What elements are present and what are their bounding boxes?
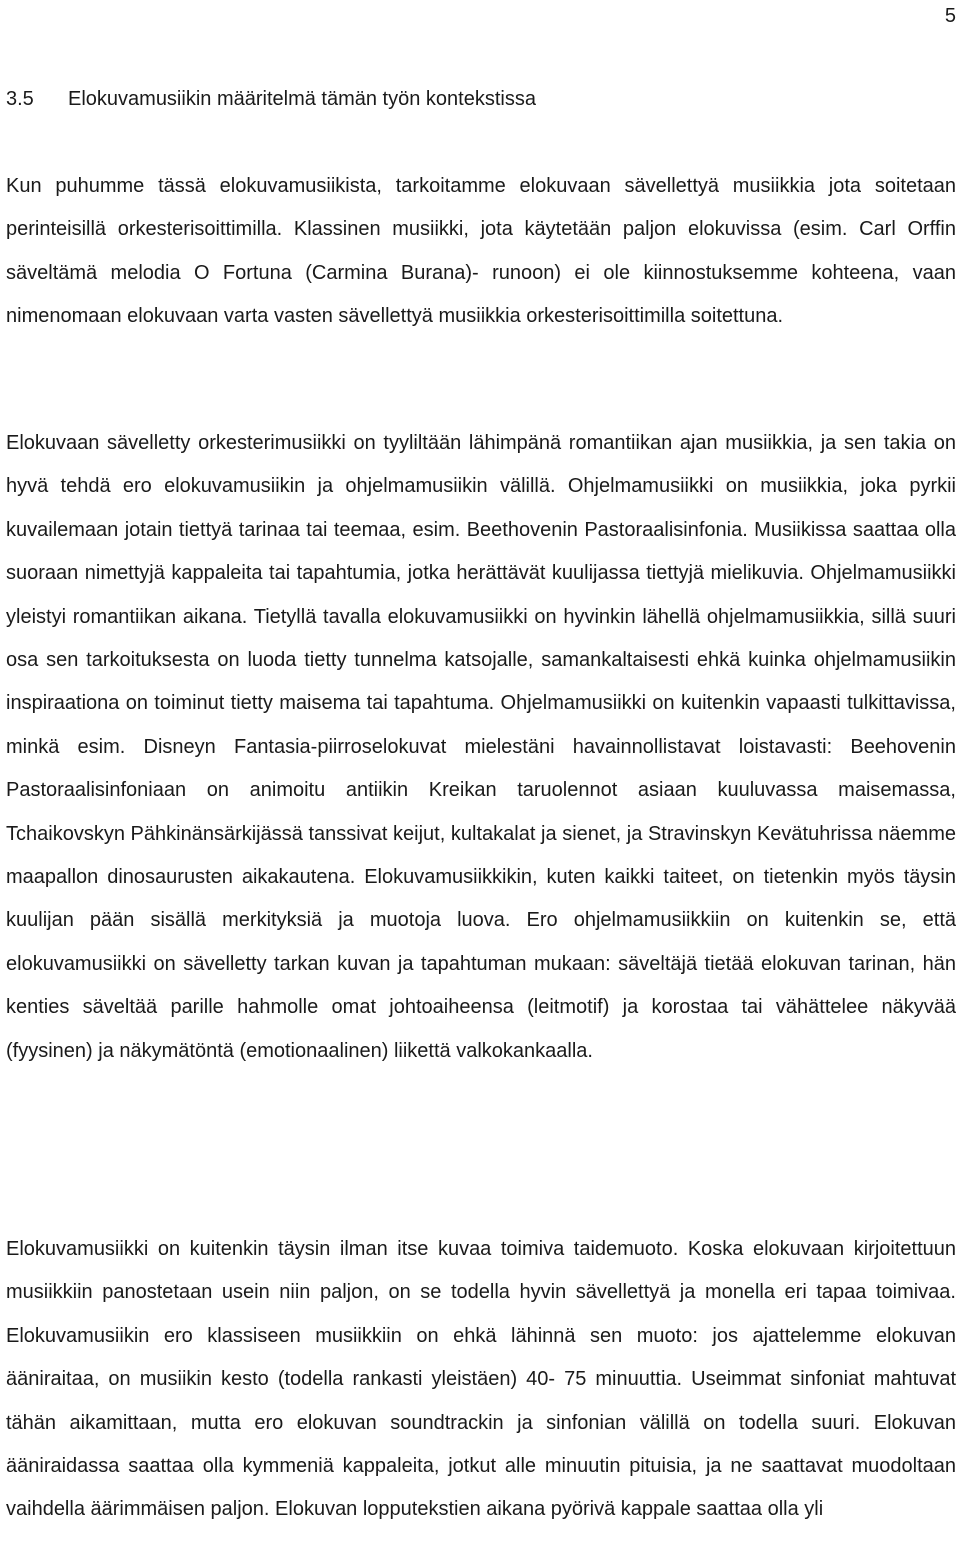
paragraph-2: Elokuvaan sävelletty orkesterimusiikki on tyyliltään lähimpänä romantiikan ajan musiikkia, ja sen takia on hyvä tehdä ero elokuvamusiikin ja ohjelmamusiikin välillä. Ohjelmamusiikki on musiikkia, joka pyrkii kuvailemaan jotain tiettyä tarinaa tai teemaa, esim. Beethovenin Pastoraalisinfonia. Musiikissa saattaa olla suoraan nimettyjä kappaleita tai tapahtumia, jotka herättävät kuulijassa tiettyjä mielikuvia. Ohjelmamusiikki yleistyi romantiikan aikana. Tietyllä tavalla elokuvamusiikki on hyvinkin lähellä ohjelmamusiikkia, sillä suuri osa sen tarkoituksesta on luoda tietty tunnelma katsojalle, samankaltaisesti ehkä kuinka ohjelmamusiikin inspiraationa on toiminut tietty maisema tai tapahtuma. Ohjelmamusiikki on kuitenkin vapaasti tulkittavissa, minkä esim. Disneyn Fantasia-piirroselokuvat mielestäni havainnollistavat loistavasti: Beehovenin Pastoraalisinfoniaan on animoitu antiikin Kreikan taruolennot asiaan kuuluvassa maisemassa, Tchaikovskyn Pähkinänsärkijässä tanssivat keijut, kultakalat ja sienet, ja Stravinskyn Kevätuhrissa näemme maapallon dinosaurusten aikakautena. Elokuvamusiikkikin, kuten kaikki taiteet, on tietenkin myös täysin kuulijan pään sisällä merkityksiä ja muotoja luova. Ero ohjelmamusiikkiin on kuitenkin se, että elokuvamusiikki on sävelletty tarkan kuvan ja tapahtuman mukaan: säveltäjä tietää elokuvan tarinan, hän kenties säveltää parille hahmolle omat johtoaiheensa (leitmotif) ja korostaa tai vähättelee näkyvää (fyysinen) ja näkymätöntä (emotionaalinen) liikettä valkokankaalla. [6,432,956,1062]
section-title: Elokuvamusiikin määritelmä tämän työn kontekstissa [68,88,536,110]
section-heading [6,86,536,112]
section-number: 3.5 [6,88,34,110]
paragraph-3: Elokuvamusiikki on kuitenkin täysin ilman itse kuvaa toimiva taidemuoto. Koska elokuvaan kirjoitettuun musiikkiin panostetaan usein niin paljon, on se todella hyvin sävellettyä ja monella eri tapaa toimivaa. Elokuvamusiikin ero klassiseen musiikkiin on ehkä lähinnä sen muoto: jos ajattelemme elokuvan ääniraitaa, on musiikin kesto (todella rankasti yleistäen) 40- 75 minuuttia. Useimmat sinfoniat mahtuvat tähän aikamittaan, mutta ero elokuvan soundtrackin ja sinfonian välillä on todella suuri. Elokuvan ääniraidassa saattaa olla kymmeniä kappaleita, jotkut alle minuutin pituisia, ja ne saattavat muodoltaan vaihdella äärimmäisen paljon. Elokuvan lopputekstien aikana pyörivä kappale saattaa olla yli [6,1238,956,1521]
page-number: 5 [944,5,956,27]
paragraph-1: Kun puhumme tässä elokuvamusiikista, tarkoitamme elokuvaan sävellettyä musiikkia jota soitetaan perinteisillä orkesterisoittimilla. Klassinen musiikki, jota käytetään paljon elokuvissa (esim. Carl Orffin säveltämä melodia O Fortuna (Carmina Burana)- runoon) ei ole kiinnostuksemme kohteena, vaan nimenomaan elokuvaan varta vasten sävellettyä musiikkia orkesterisoittimilla soitettuna. [6,175,956,328]
